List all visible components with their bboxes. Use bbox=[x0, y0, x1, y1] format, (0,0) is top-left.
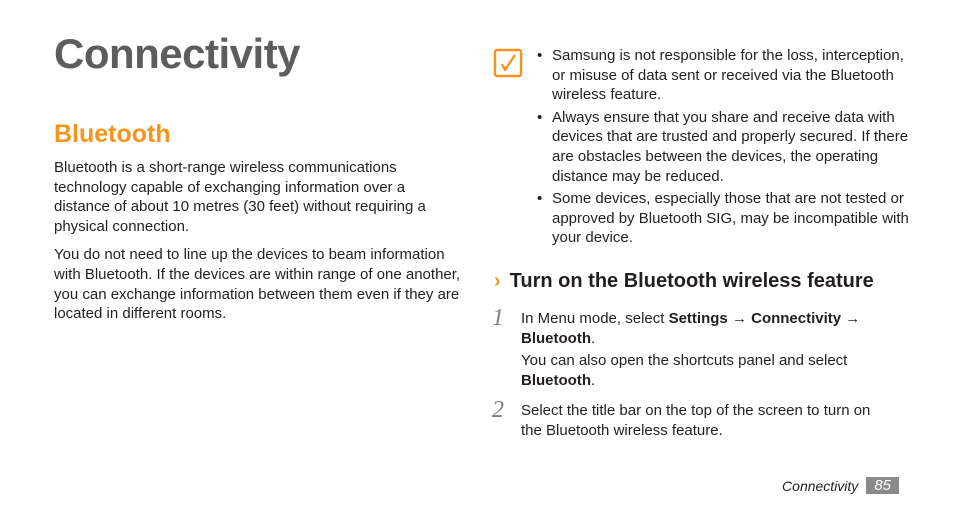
note-pencil-icon bbox=[493, 48, 523, 78]
intro-paragraph: You do not need to line up the devices to beam information with Bluetooth. If the devices are within range of one another, you can exchange information between them even if they are located in different rooms. bbox=[54, 246, 461, 323]
section-title: Bluetooth bbox=[54, 120, 171, 148]
step-1 bbox=[492, 305, 892, 393]
intro-paragraph: Bluetooth is a short-range wireless communications technology capable of exchanging information over a distance of about 10 metres (30 feet) without requiring a physical connection. bbox=[54, 159, 426, 235]
bullet: • bbox=[537, 190, 543, 208]
step-body bbox=[521, 309, 892, 390]
bullet: • bbox=[537, 47, 543, 64]
step-body bbox=[521, 401, 892, 440]
intro-text bbox=[54, 158, 462, 333]
step-instruction: In Menu mode, select Settings → Connectivity → Bluetooth. bbox=[521, 310, 861, 347]
sub-heading-text: Turn on the Bluetooth wireless feature bbox=[509, 270, 874, 292]
notes-list bbox=[537, 46, 909, 251]
chapter-title: Connectivity bbox=[54, 30, 301, 77]
sub-heading bbox=[494, 270, 874, 293]
step-tip: You can also open the shortcuts panel and select Bluetooth. bbox=[521, 352, 848, 389]
chevron-right-icon: › bbox=[494, 270, 501, 292]
step-number: 2 bbox=[492, 397, 504, 423]
step-number: 1 bbox=[492, 305, 504, 331]
step-instruction: Select the title bar on the top of the screen to turn on the Bluetooth wireless feature. bbox=[521, 402, 871, 439]
footer-section: Connectivity bbox=[782, 477, 859, 494]
note-item: • Some devices, especially those that are not tested or approved by Bluetooth SIG, may be incompatible with your device. bbox=[537, 190, 909, 247]
note-item: • Samsung is not responsible for the loss, interception, or misuse of data sent or received via the Bluetooth wireless feature. bbox=[537, 47, 904, 104]
page-number: 85 bbox=[866, 477, 899, 494]
page-footer bbox=[782, 477, 899, 494]
step-2 bbox=[492, 397, 892, 443]
note-item: • Always ensure that you share and receive data with devices that are trusted and properly secured. If there are obstacles between the devices, the operating distance may be reduced. bbox=[537, 108, 909, 185]
bullet: • bbox=[537, 108, 543, 126]
